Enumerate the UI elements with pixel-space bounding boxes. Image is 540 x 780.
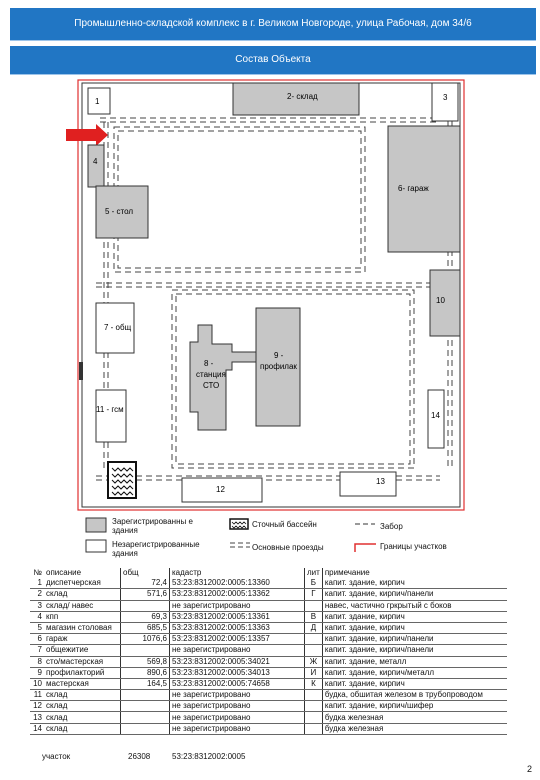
page-number: 2: [526, 764, 532, 774]
building-13-label: 13: [376, 477, 385, 486]
cell-area: 890,6: [121, 667, 170, 678]
table-row: [30, 701, 507, 712]
cell-cadastre: 53:23:8312002:0005:13363: [170, 622, 305, 633]
cell-note: капит. здание, металл: [322, 656, 507, 667]
cell-note: капит. здание, кирпич/панели: [322, 645, 507, 656]
cell-description: мастерская: [44, 678, 121, 689]
entry-arrow: [66, 124, 108, 146]
cell-area: 1076,6: [121, 634, 170, 645]
cell-cadastre: 53:23:8312002:0005:13362: [170, 589, 305, 600]
building-11[interactable]: [96, 390, 126, 442]
building-1-label: 1: [95, 97, 100, 106]
cell-area: [121, 701, 170, 712]
cell-note: будка, обшитая железом в трубопроводом: [322, 690, 507, 701]
cell-cadastre: не зарегистрировано: [170, 600, 305, 611]
cell-number: 1: [30, 578, 44, 589]
building-8-label-line1: 8 -: [204, 359, 214, 368]
cell-number: 13: [30, 712, 44, 723]
cell-liter: К: [305, 678, 323, 689]
table-row: [30, 712, 507, 723]
building-3[interactable]: [432, 83, 458, 121]
building-4[interactable]: [88, 145, 104, 187]
cell-liter: [305, 645, 323, 656]
cell-liter: И: [305, 667, 323, 678]
cell-note: капит. здание, кирпич: [322, 678, 507, 689]
legend-unregistered-swatch: [86, 540, 106, 552]
sewage-pool: [108, 462, 136, 498]
legend-fence-label: Забор: [380, 522, 403, 531]
col-header-cadastre: кадастр: [170, 568, 305, 578]
footer-plot-cadastre: 53:23:8312002:0005: [172, 752, 246, 761]
cell-liter: [305, 690, 323, 701]
legend-boundary-swatch: [355, 544, 376, 552]
legend-pool-label: Сточный бассейн: [252, 520, 317, 529]
table-row: [30, 600, 507, 611]
cell-area: [121, 723, 170, 734]
cell-description: общежитие: [44, 645, 121, 656]
building-12-label: 12: [216, 485, 225, 494]
cell-liter: Г: [305, 589, 323, 600]
cell-cadastre: 53:23:8312002:0005:13360: [170, 578, 305, 589]
cell-description: склад: [44, 723, 121, 734]
cell-liter: [305, 634, 323, 645]
col-header-area: общ: [121, 568, 170, 578]
cell-number: 7: [30, 645, 44, 656]
legend-registered-label: Зарегистрированны е здания: [112, 517, 193, 535]
cell-description: сто/мастерская: [44, 656, 121, 667]
building-2-label: 2- склад: [287, 92, 318, 101]
cell-area: 72,4: [121, 578, 170, 589]
cell-number: 6: [30, 634, 44, 645]
table-header-row: [30, 568, 507, 578]
table-row: [30, 667, 507, 678]
cell-description: склад: [44, 701, 121, 712]
cell-liter: В: [305, 611, 323, 622]
legend-registered-swatch: [86, 518, 106, 532]
cell-area: 685,5: [121, 622, 170, 633]
building-8-label-line3: СТО: [203, 381, 220, 390]
cell-note: капит. здание, кирпич: [322, 622, 507, 633]
table-row: [30, 611, 507, 622]
building-6-label: 6- гараж: [398, 184, 429, 193]
building-8-label-line2: станция: [196, 370, 226, 379]
building-9-label-line1: 9 -: [274, 351, 284, 360]
cell-note: капит. здание, кирпич/панели: [322, 634, 507, 645]
cell-description: склад/ навес: [44, 600, 121, 611]
building-11-label: 11 - гсм: [96, 405, 124, 414]
table-row: [30, 690, 507, 701]
legend-unregistered-label: Незарегистрированные здания: [112, 540, 200, 558]
cell-number: 3: [30, 600, 44, 611]
table-row: [30, 589, 507, 600]
cell-area: [121, 645, 170, 656]
document-title: Промышленно-складской комплекс в г. Великом Новгороде, улица Рабочая, дом 34/6: [74, 18, 472, 29]
cell-area: [121, 690, 170, 701]
cell-number: 9: [30, 667, 44, 678]
building-5-label: 5 - стол: [105, 207, 134, 216]
legend-pool-swatch: [230, 519, 248, 529]
cell-note: будка железная: [322, 712, 507, 723]
cell-cadastre: не зарегистрировано: [170, 645, 305, 656]
cell-cadastre: 53:23:8312002:0005:74658: [170, 678, 305, 689]
cell-description: гараж: [44, 634, 121, 645]
cell-area: 571,6: [121, 589, 170, 600]
cell-description: склад: [44, 712, 121, 723]
cell-number: 2: [30, 589, 44, 600]
cell-note: будка железная: [322, 723, 507, 734]
table-row: [30, 634, 507, 645]
cell-area: 164,5: [121, 678, 170, 689]
cell-area: [121, 712, 170, 723]
cell-liter: [305, 600, 323, 611]
cell-cadastre: 53:23:8312002:0005:34013: [170, 667, 305, 678]
cell-liter: Б: [305, 578, 323, 589]
cell-number: 12: [30, 701, 44, 712]
col-header-note: примечание: [322, 568, 507, 578]
legend-roads-label: Основные проезды: [252, 543, 324, 552]
legend-roads-swatch: [230, 543, 250, 547]
building-4-label: 4: [93, 157, 98, 166]
cell-note: капит. здание, кирпич/панели: [322, 589, 507, 600]
legend-boundary-label: Границы участков: [380, 542, 447, 551]
cell-number: 14: [30, 723, 44, 734]
cell-description: профилакторий: [44, 667, 121, 678]
cell-number: 11: [30, 690, 44, 701]
table-row: [30, 656, 507, 667]
cell-note: навес, частично гркрытый с боков: [322, 600, 507, 611]
cell-cadastre: не зарегистрировано: [170, 690, 305, 701]
table-row: [30, 578, 507, 589]
gate-marker: [79, 362, 83, 380]
cell-description: склад: [44, 690, 121, 701]
col-header-liter: лит: [305, 568, 323, 578]
cell-cadastre: не зарегистрировано: [170, 701, 305, 712]
cell-liter: Д: [305, 622, 323, 633]
cell-note: капит. здание, кирпич/металл: [322, 667, 507, 678]
col-header-description: описание: [46, 568, 82, 578]
cell-cadastre: не зарегистрировано: [170, 712, 305, 723]
building-9-label-line2: профилак: [260, 362, 297, 371]
table-row: [30, 678, 507, 689]
building-13[interactable]: [340, 472, 396, 496]
cell-liter: Ж: [305, 656, 323, 667]
cell-description: магазин столовая: [44, 622, 121, 633]
cell-liter: [305, 712, 323, 723]
cell-description: диспетчерская: [44, 578, 121, 589]
col-header-number: №: [33, 568, 42, 578]
building-7-label: 7 - общ: [104, 323, 132, 332]
cell-note: капит. здание, кирпич: [322, 611, 507, 622]
footer-plot-area: 26308: [128, 752, 151, 761]
cell-number: 8: [30, 656, 44, 667]
cell-number: 5: [30, 622, 44, 633]
building-10[interactable]: [430, 270, 460, 336]
cell-cadastre: 53:23:8312002:0005:13357: [170, 634, 305, 645]
cell-cadastre: не зарегистрировано: [170, 723, 305, 734]
cell-description: кпп: [44, 611, 121, 622]
table-row: [30, 645, 507, 656]
cell-note: капит. здание, кирпич/шифер: [322, 701, 507, 712]
cell-area: 569,8: [121, 656, 170, 667]
cell-number: 10: [30, 678, 44, 689]
building-14-label: 14: [431, 411, 440, 420]
cell-liter: [305, 723, 323, 734]
cell-cadastre: 53:23:8312002:0005:13361: [170, 611, 305, 622]
footer-plot-label: участок: [42, 752, 71, 761]
cell-description: склад: [44, 589, 121, 600]
cell-liter: [305, 701, 323, 712]
cell-note: капит. здание, кирпич: [322, 578, 507, 589]
buildings-table: [30, 568, 507, 735]
cell-number: 4: [30, 611, 44, 622]
section-title: Состав Объекта: [235, 54, 311, 65]
cell-area: 69,3: [121, 611, 170, 622]
table-row: [30, 622, 507, 633]
cell-cadastre: 53:23:8312002:0005:34021: [170, 656, 305, 667]
building-10-label: 10: [436, 296, 445, 305]
table-row: [30, 723, 507, 734]
building-3-label: 3: [443, 93, 448, 102]
cell-area: [121, 600, 170, 611]
